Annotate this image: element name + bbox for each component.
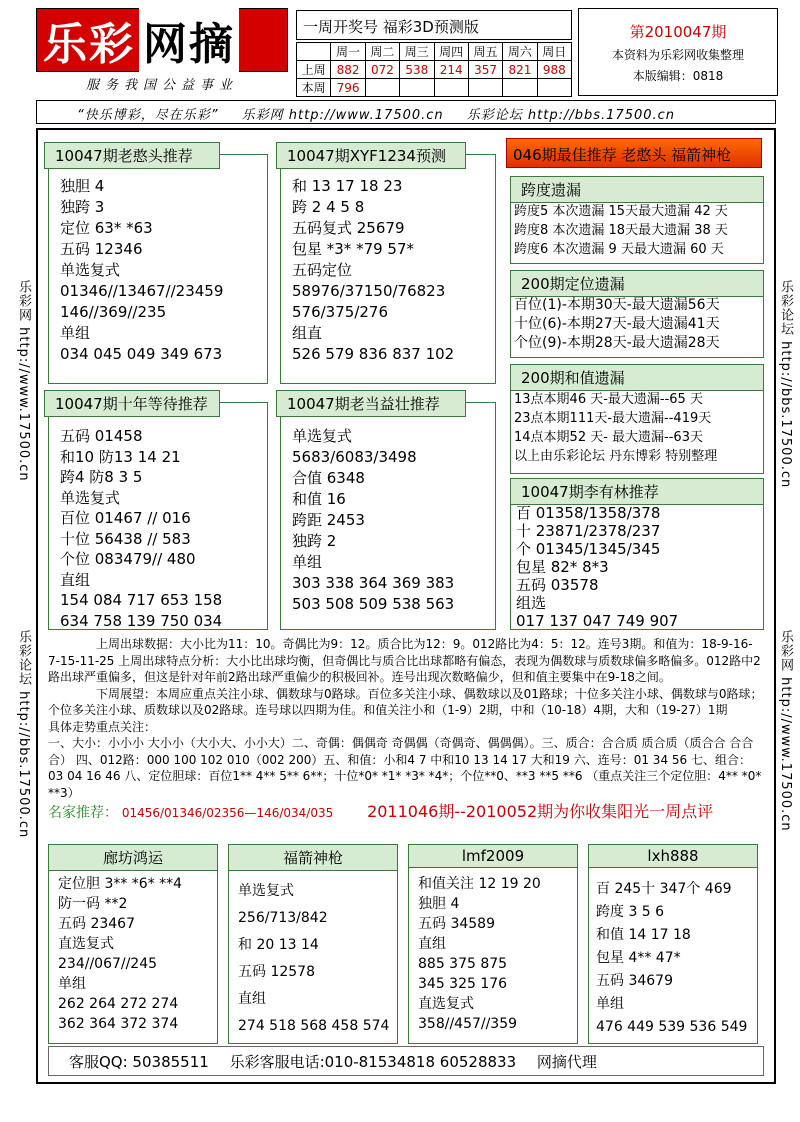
box-title: 廊坊鸿运 xyxy=(48,844,218,871)
line: 01346//13467//23459 xyxy=(60,282,224,300)
line: 跨度6 本次遗漏 9 天最大遗漏 60 天 xyxy=(514,242,724,257)
draw-number: 538 xyxy=(400,61,434,79)
logo xyxy=(36,8,288,72)
line: 303 338 364 369 383 xyxy=(292,574,455,592)
line: 定位 63* *63 xyxy=(60,219,153,237)
draw-number xyxy=(468,79,502,97)
box-title: 200期和值遗漏 xyxy=(510,364,764,391)
service-phone: 乐彩客服电话:010-81534818 60528833 xyxy=(229,1053,517,1071)
side-text-left-top: 乐彩网 http://www.17500.cn xyxy=(16,280,31,482)
header-title: 一周开奖号 福彩3D预测版 xyxy=(296,10,572,40)
lottery-table xyxy=(296,42,572,97)
line: 跨距 2453 xyxy=(292,511,365,529)
line: 独胆 4 xyxy=(60,177,105,195)
line: 单选复式 xyxy=(60,261,121,279)
line: 和 20 13 14 xyxy=(238,937,319,953)
slogan: 服务我国公益事业 xyxy=(85,78,238,93)
line: 十位 56438 // 583 xyxy=(60,529,191,548)
line: 直组 xyxy=(418,936,446,952)
line: 组选 xyxy=(516,594,547,612)
row-label: 上周 xyxy=(297,61,331,79)
box-title: 10047期老当益壮推荐 xyxy=(276,390,466,417)
day: 周四 xyxy=(434,43,468,61)
line: 五码 23467 xyxy=(58,916,135,932)
day: 周五 xyxy=(468,43,502,61)
fame-picks: 01456/01346/02356—146/034/035 xyxy=(121,806,334,820)
logo-accent: 网摘 xyxy=(139,8,239,72)
line: 5683/6083/3498 xyxy=(292,448,417,466)
draw-number xyxy=(503,79,537,97)
line: 五码 34589 xyxy=(418,916,495,932)
site-link[interactable]: 乐彩网 http://www.17500.cn xyxy=(241,108,444,123)
box-title: 10047期十年等待推荐 xyxy=(44,390,220,417)
line: 十 23871/2378/237 xyxy=(516,522,661,540)
analysis-focus: 一、大小：小小小 大小小（大小大、小小大）二、奇偶：偶偶奇 奇偶偶（奇偶奇、偶偶偶）。三、质合：合合质 质合质（质合合 合合合） 四、012路：000 100 102 010（002 200）五、和值：小和4 7 中和10 13 14 17 大和19 六、连号：01 34 56 七、组合：03 04 16 46 八、定位胆球：百位1** 4** 5** 6**；十位*0* *1* *3* *4*；个位**0、**3 **5 **6 （重点关注三个定位胆：4** *0* **3） xyxy=(48,736,762,800)
analysis-next-week: 下周展望：本周应重点关注小球、偶数球与0路球。百位多关注小球、偶数球以及01路球；十位多关注小球、偶数球与0路球；个位多关注小球、质数球以及02路球。连号球以四期为佳。和值关注小和（1-9）2期，中和（10-18）4期，大和（19-27）1期 xyxy=(48,686,763,717)
line: 五码 34679 xyxy=(596,973,673,989)
box-title: 200期定位遗漏 xyxy=(510,270,764,297)
line: 合值 6348 xyxy=(292,469,365,487)
line: 包星 4** 47* xyxy=(596,950,681,966)
line: 独胆 4 xyxy=(418,896,460,912)
line: 256/713/842 xyxy=(238,910,328,926)
row-label: 本周 xyxy=(297,79,331,97)
fame-label: 名家推荐： xyxy=(48,805,118,821)
side-text-right-top: 乐彩论坛 http://bbs.17500.cn xyxy=(778,280,793,489)
analysis-last-week: 上周出球数据：大小比为11：10。奇偶比为9：12。质合比为12：9。012路比为4：5：12。连号3期。和值为：18-9-16-7-15-11-25 上周出球特点分析：大小比出球均衡，但奇偶比与质合比出球都略有偏态，表现为偶数球与质数球偏多略偏多。012路中2路出球严重偏多，但这是针对年前2路出球严重偏少的积极回补。连号出现次数略偏少，但和值主要集中在9-18之间。 xyxy=(48,637,761,684)
line: 直选复式 xyxy=(58,936,114,952)
line: 23点本期111天-最大遗漏--419天 xyxy=(514,411,712,426)
line: 百位 01467 // 016 xyxy=(60,509,191,527)
day: 周一 xyxy=(331,43,365,61)
day: 周三 xyxy=(400,43,434,61)
draw-number: 796 xyxy=(331,79,365,97)
line: 单组 xyxy=(58,976,86,992)
box-title: 10047期老憨头推荐 xyxy=(44,142,220,169)
line: 单选复式 xyxy=(60,488,121,507)
box-body xyxy=(292,426,454,615)
motto: “快乐博彩，尽在乐彩” xyxy=(77,108,219,123)
box-body xyxy=(60,176,223,365)
issue-number: 第2010047期 xyxy=(629,23,727,41)
best-pick-banner: 046期最佳推荐 老憨头 福箭神枪 xyxy=(506,138,762,168)
credit: 以上由乐彩论坛 丹东博彩 特别整理 xyxy=(514,449,718,464)
line: 五码 12578 xyxy=(238,964,315,980)
line: 154 084 717 653 158 xyxy=(60,591,223,609)
line: 和10 防13 14 21 xyxy=(60,447,181,466)
day: 周六 xyxy=(503,43,537,61)
day: 周二 xyxy=(365,43,399,61)
box-body xyxy=(58,874,182,1034)
analysis-focus-label: 具体走势重点关注： xyxy=(48,719,157,734)
line: 单组 xyxy=(292,553,323,571)
box-body xyxy=(238,878,389,1040)
footer xyxy=(48,1046,764,1076)
line: 跨4 防8 3 5 xyxy=(60,468,143,486)
service-qq: 客服QQ: 50385511 xyxy=(69,1053,209,1071)
box-title: 10047期李有林推荐 xyxy=(510,478,764,505)
line: 885 375 875 xyxy=(418,956,508,972)
side-text-right-bottom: 乐彩网 http://www.17500.cn xyxy=(778,630,793,832)
draw-number: 988 xyxy=(537,61,571,79)
last-week-row xyxy=(297,61,572,79)
line: 526 579 836 837 102 xyxy=(292,345,455,363)
line: 345 325 176 xyxy=(418,976,508,992)
line: 跨度5 本次遗漏 15天最大遗漏 42 天 xyxy=(514,204,728,219)
line: 58976/37150/76823 xyxy=(292,282,446,300)
line: 476 449 539 536 549 xyxy=(596,1019,748,1035)
line: 定位胆 3** *6* **4 xyxy=(58,876,183,892)
days-row xyxy=(297,43,572,61)
side-text-left-bottom: 乐彩论坛 http://bbs.17500.cn xyxy=(16,630,31,839)
line: 单选复式 xyxy=(238,883,294,899)
source-note: 本资料为乐彩网收集整理 xyxy=(611,48,744,62)
draw-number: 072 xyxy=(365,61,399,79)
box-body xyxy=(514,202,728,259)
agent-label: 网摘代理 xyxy=(536,1053,597,1071)
box-title: 福箭神枪 xyxy=(228,844,398,871)
line: 和值 16 xyxy=(292,490,346,508)
line: 五码 12346 xyxy=(60,240,143,258)
line: 五码 01458 xyxy=(60,427,143,445)
line: 034 045 049 349 673 xyxy=(60,345,223,363)
draw-number xyxy=(365,79,399,97)
box-title: lmf2009 xyxy=(408,844,578,868)
line: 14点本期52 天- 最大遗漏--63天 xyxy=(514,430,703,445)
line: 直组 xyxy=(238,991,266,1007)
line: 包星 *3* *79 57* xyxy=(292,240,415,258)
line: 直选复式 xyxy=(418,996,474,1012)
line: 503 508 509 538 563 xyxy=(292,595,455,613)
line: 独跨 2 xyxy=(292,532,337,550)
line: 262 264 272 274 xyxy=(58,996,179,1012)
line: 五码复式 25679 xyxy=(292,219,405,237)
forum-link[interactable]: 乐彩论坛 http://bbs.17500.cn xyxy=(466,108,676,123)
line: 234//067//245 xyxy=(58,956,158,972)
box-body xyxy=(514,296,720,353)
box-title: 10047期XYF1234预测 xyxy=(276,142,466,169)
line: 独跨 3 xyxy=(60,198,105,216)
box-body xyxy=(514,390,717,466)
box-body xyxy=(418,874,541,1034)
line: 和 13 17 18 23 xyxy=(292,177,403,195)
line: 百 245十 347个 469 xyxy=(596,881,732,897)
box-title: lxh888 xyxy=(588,844,758,868)
draw-number xyxy=(400,79,434,97)
box-body xyxy=(596,878,747,1039)
line: 十位(6)-本期27天-最大遗漏41天 xyxy=(514,316,720,332)
day: 周日 xyxy=(537,43,571,61)
line: 和值 14 17 18 xyxy=(596,927,691,943)
analysis-section xyxy=(48,636,764,822)
line: 百 01358/1358/378 xyxy=(516,504,661,522)
collect-title: 2011046期--2010052期为你收集阳光一周点评 xyxy=(367,802,714,821)
draw-number: 214 xyxy=(434,61,468,79)
line: 362 364 372 374 xyxy=(58,1016,179,1032)
this-week-row xyxy=(297,79,572,97)
line: 单组 xyxy=(596,996,624,1012)
draw-number: 882 xyxy=(331,61,365,79)
draw-number: 821 xyxy=(503,61,537,79)
line: 跨度 3 5 6 xyxy=(596,904,665,920)
draw-number: 357 xyxy=(468,61,502,79)
line: 个位(9)-本期28天-最大遗漏28天 xyxy=(514,335,720,351)
line: 576/375/276 xyxy=(292,303,388,321)
line: 防一码 **2 xyxy=(58,896,128,912)
line: 274 518 568 458 574 xyxy=(238,1018,390,1034)
box-title: 跨度遗漏 xyxy=(510,176,764,203)
line: 358//457//359 xyxy=(418,1016,518,1032)
line: 个 01345/1345/345 xyxy=(516,540,661,558)
logo-main: 乐彩 xyxy=(43,19,135,70)
line: 个位 083479// 480 xyxy=(60,550,196,568)
banner xyxy=(36,100,776,124)
line: 146//369//235 xyxy=(60,303,167,321)
draw-number xyxy=(537,79,571,97)
edition: 本版编辑：0818 xyxy=(632,69,724,83)
line: 跨度8 本次遗漏 18天最大遗漏 38 天 xyxy=(514,223,728,238)
line: 634 758 139 750 034 xyxy=(60,611,223,630)
line: 017 137 047 749 907 xyxy=(516,612,679,630)
issue-box xyxy=(578,8,778,96)
line: 单选复式 xyxy=(292,427,353,445)
line: 直组 xyxy=(60,570,91,589)
line: 五码定位 xyxy=(292,261,353,279)
box-body xyxy=(516,504,678,630)
line: 五码 03578 xyxy=(516,576,599,594)
box-body xyxy=(292,176,454,365)
line: 和值关注 12 19 20 xyxy=(418,876,541,892)
line: 跨 2 4 5 8 xyxy=(292,198,365,216)
line: 百位(1)-本期30天-最大遗漏56天 xyxy=(514,297,720,313)
line: 单组 xyxy=(60,324,91,342)
draw-number xyxy=(434,79,468,97)
line: 组直 xyxy=(292,324,323,342)
line: 13点本期46 天-最大遗漏--65 天 xyxy=(514,392,703,407)
table-corner xyxy=(297,43,331,61)
box-body xyxy=(60,426,222,631)
line: 包星 82* 8*3 xyxy=(516,558,609,576)
